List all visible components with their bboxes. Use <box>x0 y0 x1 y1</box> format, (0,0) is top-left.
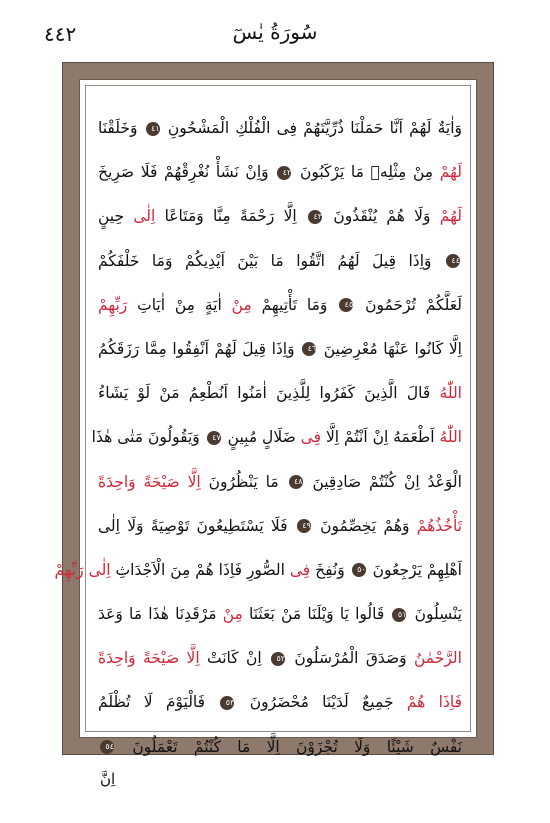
verse-text-segment: وَهُمْ يَخِصِّمُونَ <box>320 516 410 535</box>
verse-text-segment: اِلَّا كَانُوا عَنْهَا مُعْرِضِينَ <box>323 339 462 358</box>
ayah-number-marker: ٤٩ <box>297 519 311 533</box>
verse-text-segment: نَفْسٌ شَيْئًا وَلَا تُجْزَوْنَ اِلَّا مَا كُنْتُمْ تَعْمَلُونَ <box>132 737 462 756</box>
verse-text-segment: اَطْعَمَهُ اِنْ اَنْتُمْ اِلَّا <box>325 428 435 447</box>
verse-text-red: فِى <box>289 560 311 579</box>
verse-text-segment: اَهْلِهِمْ يَرْجِعُونَ <box>372 560 462 579</box>
ayah-number-marker: ٤٤ <box>446 254 460 268</box>
verse-text-segment: وَيَقُولُونَ مَتٰى هٰذَا <box>91 428 200 447</box>
verse-line <box>98 636 462 680</box>
verse-text-segment: الصُّورِ فَاِذَا هُمْ مِنَ الْاَجْدَاثِ <box>115 560 285 579</box>
verse-text-segment: وَنُفِخَ <box>315 560 345 579</box>
verse-text-segment: وَاِذَا قِيلَ لَهُمْ اَنْفِقُوا مِمَّا رَزَقَكُمُ <box>98 339 295 358</box>
ayah-number-marker: ٥٢ <box>271 652 285 666</box>
verse-text-red: لَهُمْ <box>439 163 462 182</box>
verse-text-red: مِنْ <box>222 605 243 624</box>
verse-line <box>54 548 462 592</box>
verse-text-red: اللّٰهُ <box>439 428 462 447</box>
verse-line <box>91 415 462 459</box>
catchword: اِنَّ <box>100 770 116 788</box>
ayah-number-marker: ٤٨ <box>289 475 303 489</box>
verse-text-red: تَأْخُذُهُمْ <box>416 516 463 535</box>
surah-title: سُورَةُ يٰسٓ <box>232 20 318 44</box>
verse-line <box>98 504 462 548</box>
ayah-number-marker: ٤٣ <box>308 210 322 224</box>
ayah-number-marker: ٥١ <box>392 608 406 622</box>
verse-text-segment: وَلَا هُمْ يُنْقَذُونَ <box>333 207 431 226</box>
ayah-number-marker: ٤٢ <box>277 166 291 180</box>
verse-text-red: لَهُمْ <box>439 207 462 226</box>
verse-line <box>98 725 462 769</box>
verse-text-segment: وَاِنْ نَشَأْ نُغْرِقْهُمْ فَلَا صَرِيخَ <box>98 163 269 182</box>
verse-line <box>98 283 462 327</box>
verse-text-segment: لَعَلَّكُمْ تُرْحَمُونَ <box>365 295 462 314</box>
verse-text-red: اللّٰهُ <box>439 384 462 403</box>
verse-text-segment: مَا يَنْظُرُونَ <box>208 472 279 491</box>
ayah-number-marker: ٥٤ <box>100 740 114 754</box>
verse-text-segment: الْوَعْدُ اِنْ كُنْتُمْ صَادِقِينَ <box>312 472 462 491</box>
verse-text <box>54 106 463 769</box>
verse-text-red: مِنْ <box>231 295 252 314</box>
verse-text-segment: مِنْ مِثْلِهٖ مَا يَرْكَبُونَ <box>299 163 434 182</box>
verse-text-segment: وَمَا تَأْتِيهِمْ <box>261 295 328 314</box>
ayah-number-marker: ٤٥ <box>339 298 353 312</box>
ayah-number-marker: ٤١ <box>146 122 160 136</box>
verse-line <box>98 460 462 504</box>
verse-line <box>98 592 462 636</box>
ayah-number-marker: ٤٦ <box>302 342 316 356</box>
text-panel <box>54 79 477 756</box>
verse-text-red: فَاِذَا هُمْ <box>406 693 462 712</box>
verse-text-segment: يَنْسِلُونَ <box>414 605 462 624</box>
verse-text-segment: قَالَ الَّذِينَ كَفَرُوا لِلَّذِينَ اٰمَنُوا اَنُطْعِمُ مَنْ لَوْ يَشَاءُ <box>98 384 431 403</box>
verse-line <box>98 371 462 415</box>
verse-line <box>98 194 462 238</box>
verse-text-segment: وَخَلَقْنَا <box>98 119 138 137</box>
verse-text-segment: اٰيَةٍ مِنْ اٰيَاتِ <box>137 295 222 314</box>
verse-text-segment: وَاِذَا قِيلَ لَهُمُ اتَّقُوا مَا بَيْنَ اَيْدِيكُمْ وَمَا خَلْفَكُمْ <box>98 251 432 270</box>
verse-text-segment: قَالُوا يَا وَيْلَنَا مَنْ بَعَثَنَا <box>249 605 385 624</box>
page-number: ٤٤٢ <box>44 22 77 46</box>
verse-text-segment: جَمِيعٌ لَدَيْنَا مُحْضَرُونَ <box>249 693 394 712</box>
verse-text-red: اِلَّا صَيْحَةً وَاحِدَةً <box>98 649 200 668</box>
verse-text-segment: ضَلَالٍ مُبِينٍ <box>227 428 296 447</box>
verse-line <box>98 239 462 283</box>
verse-text-red: اِلَّا صَيْحَةً وَاحِدَةً <box>98 472 201 491</box>
ayah-number-marker: ٥٣ <box>220 696 234 710</box>
verse-text-red: اِلٰى <box>133 207 156 226</box>
verse-text-red: فِى <box>300 428 322 447</box>
verse-text-red: اِلٰى رَبِّهِمْ <box>54 560 111 579</box>
verse-text-segment: فَلَا يَسْتَطِيعُونَ تَوْصِيَةً وَلَا اِلٰى <box>98 516 288 535</box>
ayah-number-marker: ٤٧ <box>207 431 221 445</box>
verse-text-segment: مَرْقَدِنَا هٰذَا مَا وَعَدَ <box>98 605 217 624</box>
verse-text-segment: وَصَدَقَ الْمُرْسَلُونَ <box>294 649 407 668</box>
verse-text-red: الرَّحْمٰنُ <box>414 649 462 668</box>
ornamental-frame <box>54 62 494 756</box>
page-header <box>0 0 550 62</box>
verse-line <box>98 327 462 371</box>
verse-text-segment: اِنْ كَانَتْ <box>207 649 262 668</box>
verse-text-segment: اِلَّا رَحْمَةً مِنَّا وَمَتَاعًا <box>164 207 297 226</box>
verse-text-segment: فَالْيَوْمَ لَا تُظْلَمُ <box>98 693 206 712</box>
verse-text-red: رَبِّهِمْ <box>98 295 128 314</box>
verse-line <box>98 150 462 194</box>
verse-text-segment: وَاٰيَةٌ لَهُمْ اَنَّا حَمَلْنَا ذُرِّيَّتَهُمْ فِى الْفُلْكِ الْمَشْحُونِ <box>167 119 462 137</box>
verse-line <box>98 680 462 724</box>
verse-line <box>98 106 462 150</box>
ayah-number-marker: ٥٠ <box>352 563 366 577</box>
verse-text-segment: حِينٍ <box>98 207 125 226</box>
